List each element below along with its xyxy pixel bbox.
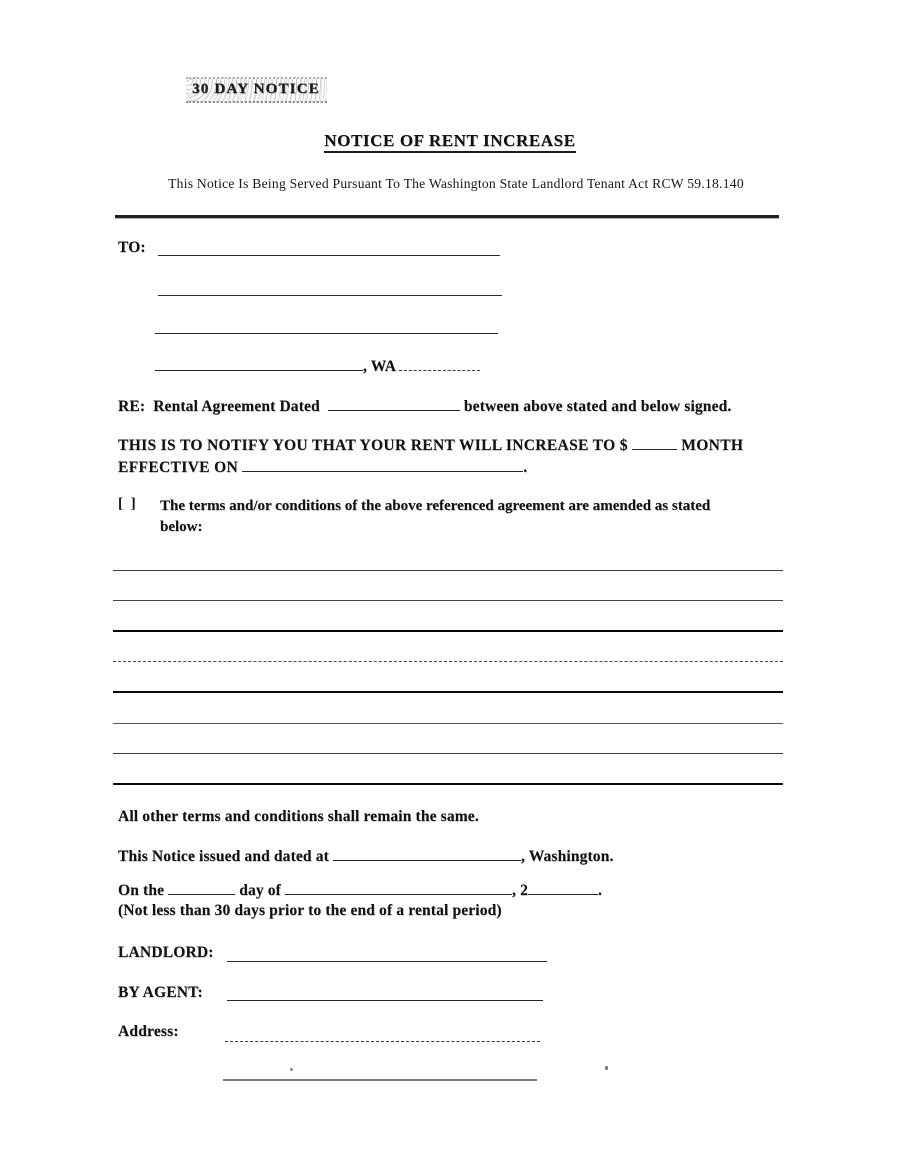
to-blank-line-3[interactable] xyxy=(155,319,498,334)
notify-month-label: MONTH xyxy=(681,437,744,454)
to-blank-line-1[interactable] xyxy=(158,241,500,256)
address-blank-1[interactable] xyxy=(225,1027,540,1042)
agent-signature-blank[interactable] xyxy=(227,986,543,1001)
re-suffix: between above stated and below signed. xyxy=(463,398,732,415)
notify-line-2 xyxy=(118,458,528,477)
day-of-label: day of xyxy=(239,882,281,899)
amendment-blank-line[interactable] xyxy=(113,541,783,571)
year-prefix: , 2 xyxy=(512,882,528,899)
to-label: TO: xyxy=(118,239,146,256)
effective-date-blank[interactable] xyxy=(242,458,523,472)
amendment-text: The terms and/or conditions of the above referenced agreement are amended as stated below: xyxy=(160,498,711,535)
stamp-label: 30 DAY NOTICE xyxy=(186,77,327,103)
city-blank[interactable] xyxy=(155,357,363,371)
date-line xyxy=(118,881,602,900)
notify-line-1 xyxy=(118,436,743,455)
amendment-blank-line[interactable] xyxy=(113,601,783,632)
effective-on-label: EFFECTIVE ON xyxy=(118,459,239,476)
section-divider-rule xyxy=(115,215,779,218)
scan-speck xyxy=(290,1068,293,1071)
on-the-label: On the xyxy=(118,882,165,899)
state-label: , WA xyxy=(363,358,396,375)
day-blank[interactable] xyxy=(168,881,235,895)
address-label: Address: xyxy=(118,1023,179,1040)
form-title: NOTICE OF RENT INCREASE xyxy=(324,131,575,153)
to-blank-line-2[interactable] xyxy=(158,281,502,296)
to-city-state-row xyxy=(155,357,480,376)
re-text: Rental Agreement Dated xyxy=(153,398,320,415)
zip-blank[interactable] xyxy=(399,357,480,371)
issued-prefix: This Notice issued and dated at xyxy=(118,848,329,865)
rental-date-blank[interactable] xyxy=(328,397,460,411)
statute-line: This Notice Is Being Served Pursuant To The Washington State Landlord Tenant Act RCW 59.18.140 xyxy=(168,176,744,191)
agent-label: BY AGENT: xyxy=(118,984,203,1001)
issued-suffix: , Washington. xyxy=(520,848,614,865)
notify-prefix: THIS IS TO NOTIFY YOU THAT YOUR RENT WILL INCREASE TO $ xyxy=(118,437,628,454)
re-label: RE: xyxy=(118,398,146,415)
terms-remain-text: All other terms and conditions shall remain the same. xyxy=(118,808,479,825)
year-blank[interactable] xyxy=(528,881,598,895)
amendment-blank-line[interactable] xyxy=(113,754,783,785)
notify-period: . xyxy=(523,459,528,476)
re-line xyxy=(118,397,731,416)
month-blank[interactable] xyxy=(285,881,512,895)
landlord-signature-blank[interactable] xyxy=(227,947,547,962)
amendment-blank-line[interactable] xyxy=(113,662,783,693)
amendment-blank-line[interactable] xyxy=(113,632,783,662)
date-period: . xyxy=(597,882,603,899)
amendment-blank-lines xyxy=(113,541,783,785)
amendment-checkbox[interactable]: [ ] xyxy=(118,496,138,512)
issued-line xyxy=(118,847,614,866)
scan-speck xyxy=(605,1066,608,1070)
rent-amount-blank[interactable] xyxy=(632,436,677,450)
amendment-blank-line[interactable] xyxy=(113,693,783,723)
issued-city-blank[interactable] xyxy=(333,847,521,861)
title-row xyxy=(0,131,900,151)
amendment-blank-line[interactable] xyxy=(113,571,783,601)
address-blank-2[interactable] xyxy=(223,1065,537,1081)
rental-period-note: (Not less than 30 days prior to the end of a rental period) xyxy=(118,902,502,919)
landlord-label: LANDLORD: xyxy=(118,944,214,961)
amendment-blank-line[interactable] xyxy=(113,724,783,754)
